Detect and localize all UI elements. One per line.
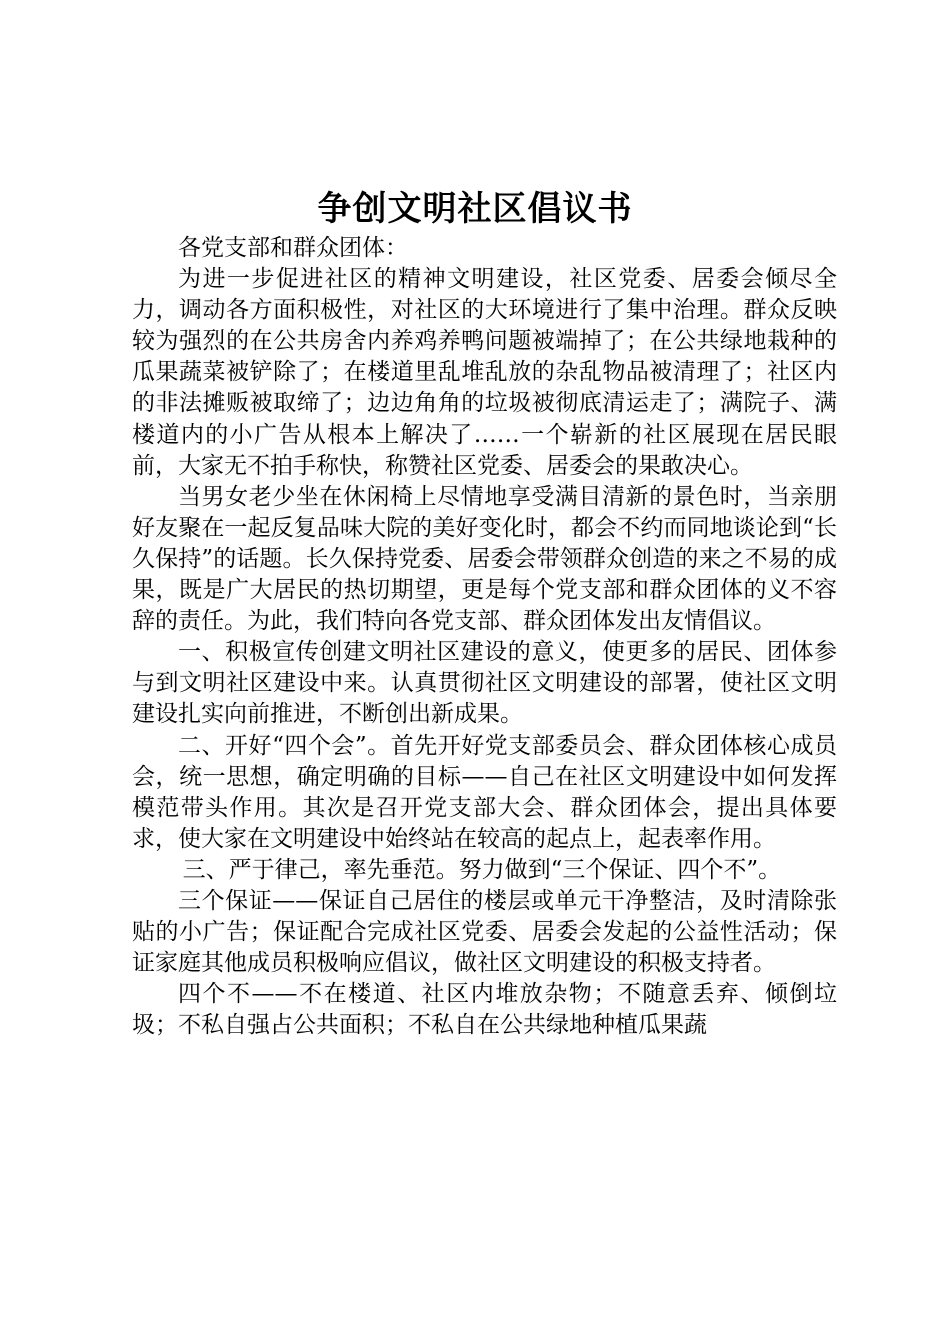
document-body [132,233,837,1041]
paragraph-intro: 为进一步促进社区的精神文明建设，社区党委、居委会倾尽全力，调动各方面积极性，对社区的大环境进行了集中治理。群众反映较为强烈的在公共房舍内养鸡养鸭问题被端掉了；在公共绿地栽种的瓜果蔬菜被铲除了；在楼道里乱堆乱放的杂乱物品被清理了；社区内的非法摊贩被取缔了；边边角角的垃圾被彻底清运走了；满院子、满楼道内的小广告从根本上解决了……一个崭新的社区展现在居民眼前，大家无不拍手称快，称赞社区党委、居委会的果敢决心。 [132,266,837,479]
paragraph-three-guarantees: 三个保证——保证自己居住的楼层或单元干净整洁，及时清除张贴的小广告；保证配合完成社区党委、居委会发起的公益性活动；保证家庭其他成员积极响应倡议，做社区文明建设的积极支持者。 [132,887,837,977]
greeting: 各党支部和群众团体： [178,235,408,261]
paragraph-four-nots: 四个不——不在楼道、社区内堆放杂物；不随意丢弃、倾倒垃圾；不私自强占公共面积；不私自在公共绿地种植瓜果蔬 [132,981,837,1039]
paragraph-item-3: 三、严于律己，率先垂范。努力做到“三个保证、四个不”。 [182,856,782,883]
paragraph-item-2: 二、开好“四个会”。首先开好党支部委员会、群众团体核心成员会，统一思想，确定明确的目标——自己在社区文明建设中如何发挥模范带头作用。其次是召开党支部大会、群众团体会，提出具体要求，使大家在文明建设中始终站在较高的起点上，起表率作用。 [132,732,837,852]
document-title: 争创文明社区倡议书 [317,189,633,229]
paragraph-context: 当男女老少坐在休闲椅上尽情地享受满目清新的景色时，当亲朋好友聚在一起反复品味大院的美好变化时，都会不约而同地谈论到“长久保持”的话题。长久保持党委、居委会带领群众创造的来之不易的成果，既是广大居民的热切期望，更是每个党支部和群众团体的义不容辞的责任。为此，我们特向各党支部、群众团体发出友情倡议。 [132,483,837,635]
paragraph-item-1: 一、积极宣传创建文明社区建设的意义，使更多的居民、团体参与到文明社区建设中来。认真贯彻社区文明建设的部署，使社区文明建设扎实向前推进，不断创出新成果。 [132,639,837,728]
